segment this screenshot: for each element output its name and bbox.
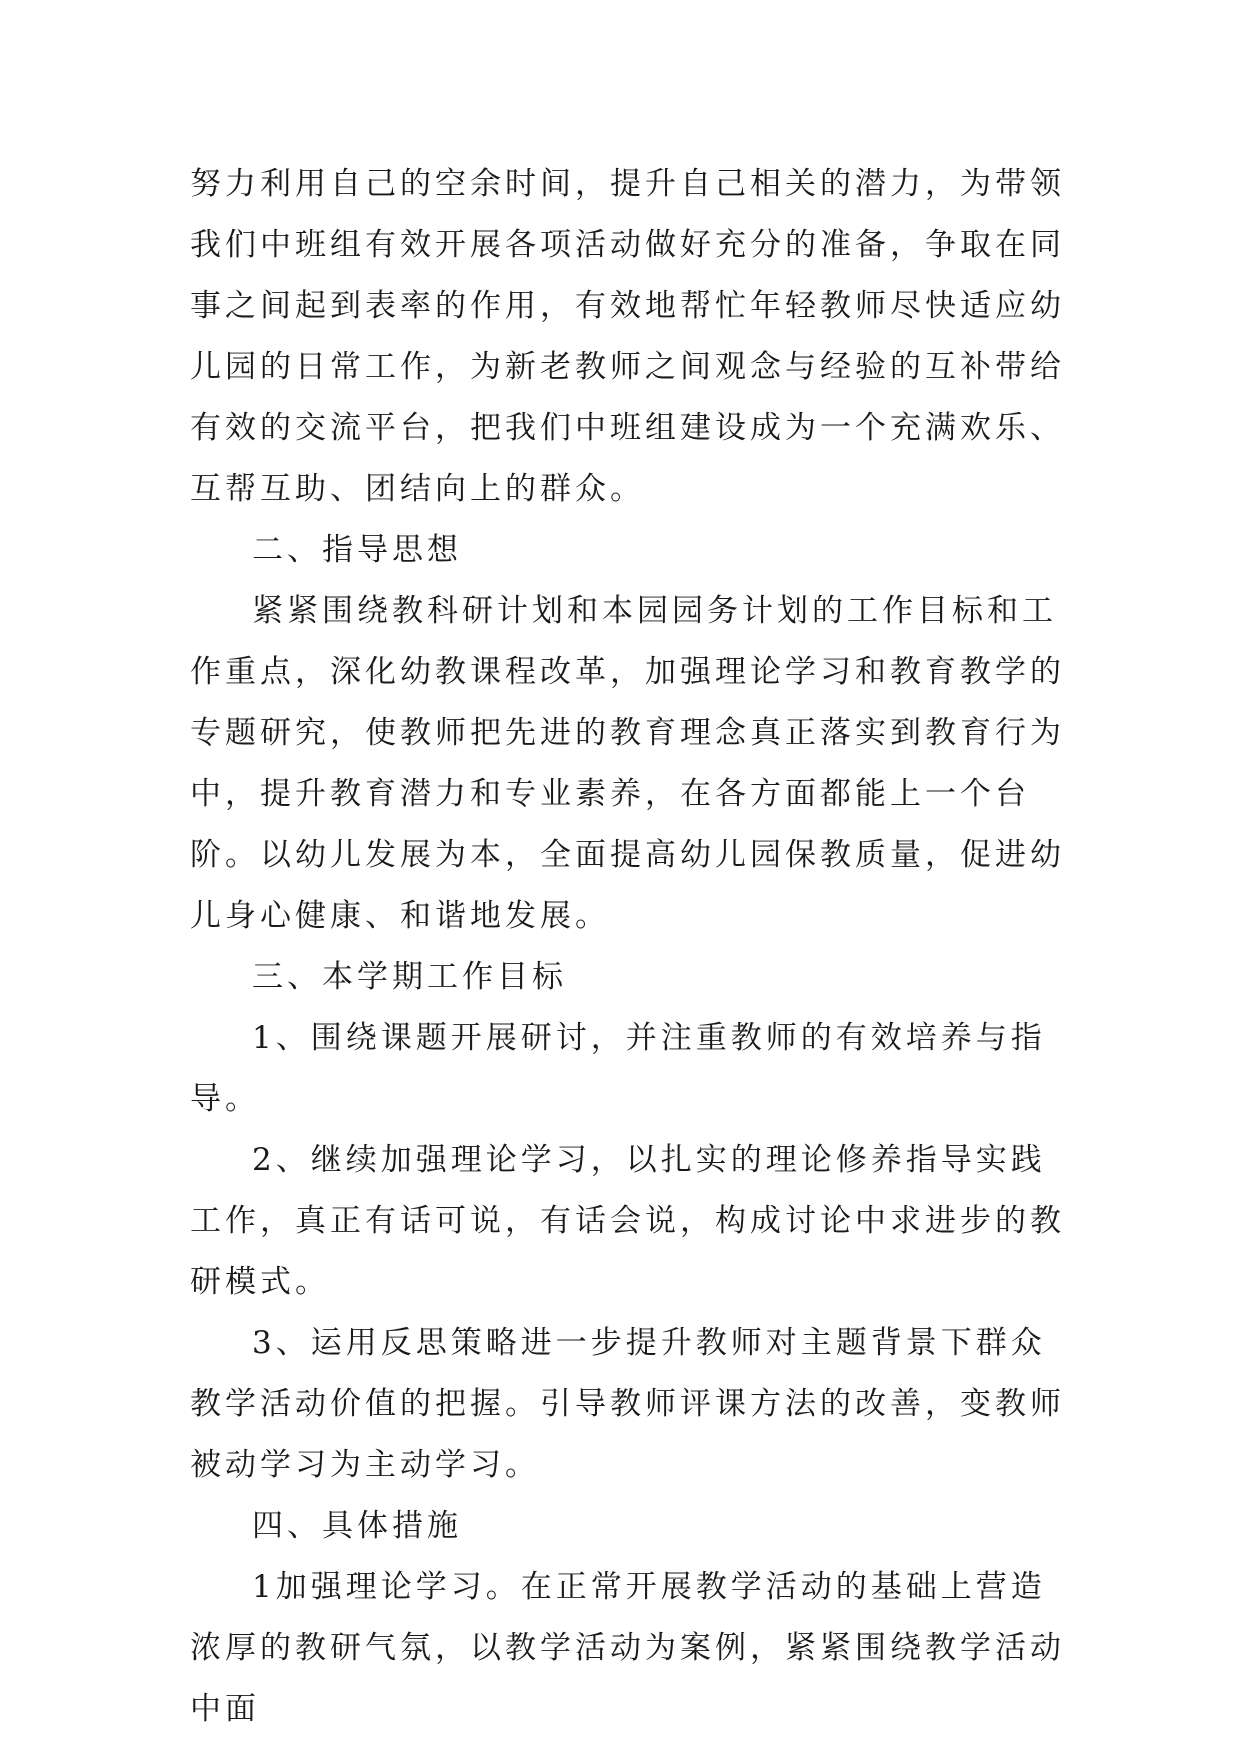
paragraph-intro-continued: 努力利用自己的空余时间，提升自己相关的潜力，为带领我们中班组有效开展各项活动做好充分的准备，争取在同事之间起到表率的作用，有效地帮忙年轻教师尽快适应幼儿园的日常工作，为新老教师之间观念与经验的互补带给有效的交流平台，把我们中班组建设成为一个充满欢乐、互帮互助、团结向上的群众。 xyxy=(190,166,1065,507)
section-heading-semester-goals: 三、本学期工作目标 xyxy=(252,959,567,995)
section-heading-guiding-thought: 二、指导思想 xyxy=(252,532,462,568)
measure-item-1: 1加强理论学习。在正常开展教学活动的基础上营造浓厚的教研气氛，以教学活动为案例，紧紧围绕教学活动中面 xyxy=(190,1569,1065,1727)
goal-item-2: 2、继续加强理论学习，以扎实的理论修养指导实践工作，真正有话可说，有话会说，构成讨论中求进步的教研模式。 xyxy=(190,1142,1065,1300)
section-heading-specific-measures: 四、具体措施 xyxy=(252,1508,462,1544)
paragraph-guiding-thought: 紧紧围绕教科研计划和本园园务计划的工作目标和工作重点，深化幼教课程改革，加强理论学习和教育教学的专题研究，使教师把先进的教育理念真正落实到教育行为中，提升教育潜力和专业素养，在各方面都能上一个台阶。以幼儿发展为本，全面提高幼儿园保教质量，促进幼儿身心健康、和谐地发展。 xyxy=(190,593,1065,934)
goal-item-3: 3、运用反思策略进一步提升教师对主题背景下群众教学活动价值的把握。引导教师评课方法的改善，变教师被动学习为主动学习。 xyxy=(190,1325,1065,1483)
document-body xyxy=(190,154,1070,1740)
goal-item-1: 1、围绕课题开展研讨，并注重教师的有效培养与指导。 xyxy=(190,1020,1046,1117)
